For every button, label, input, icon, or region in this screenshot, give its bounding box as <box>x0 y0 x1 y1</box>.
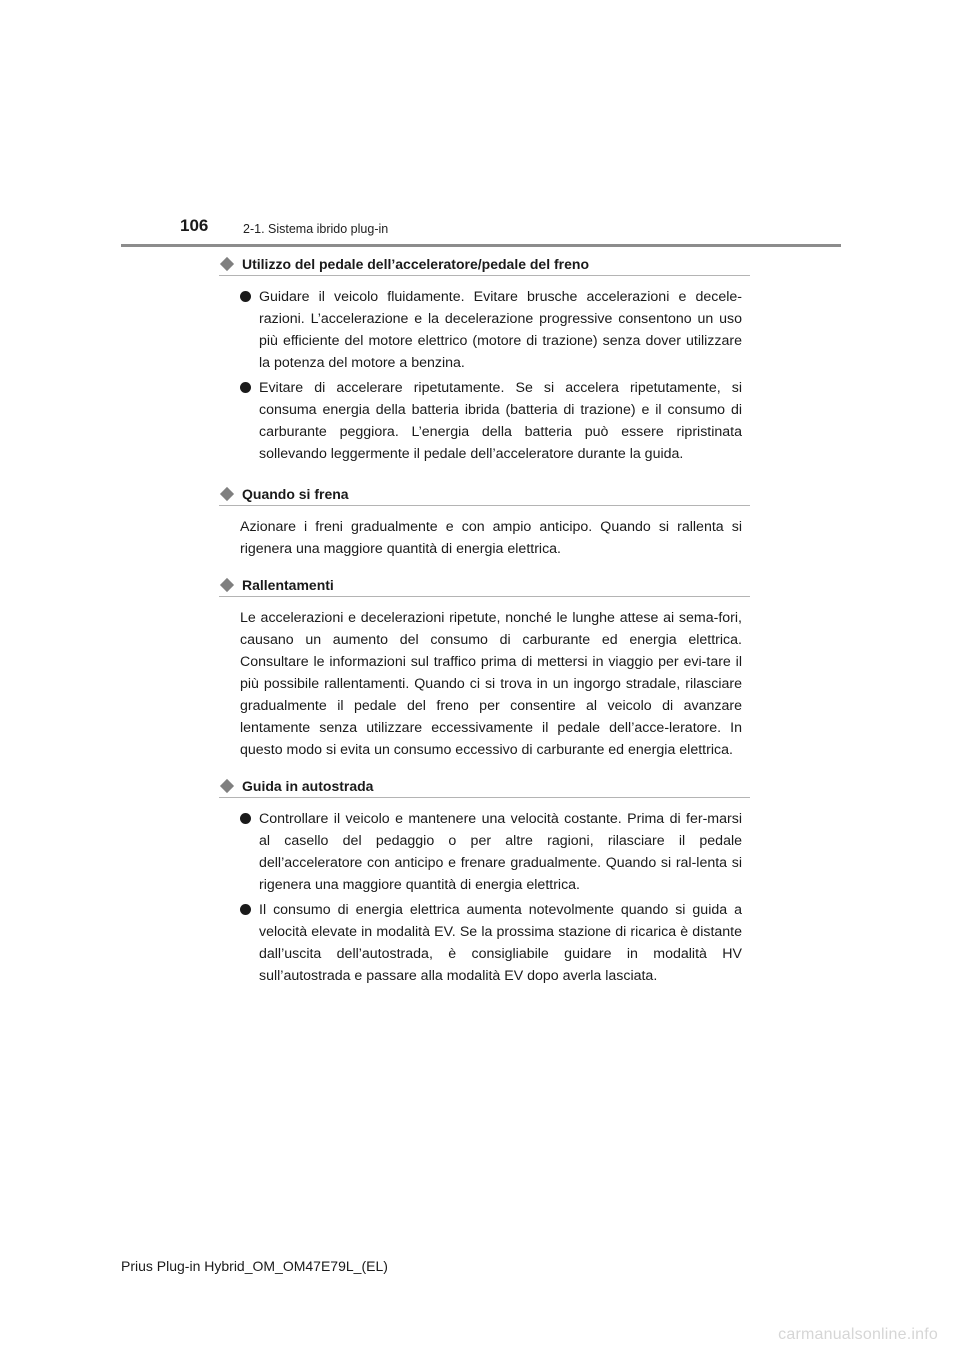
diamond-bullet-icon <box>220 779 234 793</box>
list-item <box>219 377 750 465</box>
bullet-dot-icon <box>240 382 251 393</box>
subsection-heading <box>219 776 750 798</box>
footer-document-id: Prius Plug-in Hybrid_OM_OM47E79L_(EL) <box>121 1258 388 1274</box>
list-item <box>219 808 750 896</box>
subsection-slowdowns <box>219 575 750 761</box>
paragraph: Le accelerazioni e decelerazioni ripetute, nonché le lunghe attese ai sema-fori, causano un aumento del consumo di carburante ed energia elettrica. Consultare le informazioni sul traffico prima di mettersi in viaggio per evi-tare il più possibile rallentamenti. Quando ci si trova in un ingorgo stradale, rilasciare gradualmente il pedale del freno per consentire al veicolo di avanzare lentamente senza utilizzare eccessivamente il pedale dell’acce-leratore. In questo modo si evita un consumo eccessivo di carburante ed energia elettrica. <box>240 610 742 758</box>
list-item-text: Controllare il veicolo e mantenere una velocità costante. Prima di fer-marsi al casello del pedaggio o per altre ragioni, rilasciare il pedale dell’acceleratore con anticipo e frenare gradualmente. Quando si ral-lenta si rigenera una maggiore quantità di energia elettrica. <box>259 811 742 893</box>
subsection-heading <box>219 254 750 276</box>
list-item-text: Il consumo di energia elettrica aumenta notevolmente quando si guida a velocità elevate in modalità EV. Se la prossima stazione di ricarica è distante dall’uscita dell’autostrada, è consigliabile guidare in modalità HV sull’autostrada e passare alla modalità EV dopo averla lasciata. <box>259 902 742 984</box>
page-number: 106 <box>180 216 209 235</box>
watermark: carmanualsonline.info <box>778 1326 938 1343</box>
subsection-title: Quando si frena <box>242 486 349 502</box>
list-item-text: Evitare di accelerare ripetutamente. Se si accelera ripetutamente, si consuma energia della batteria ibrida (batteria di trazione) e il consumo di carburante peggiora. L’energia della batteria può essere ripristinata sollevando leggermente il pedale dell’acceleratore durante la guida. <box>259 380 742 462</box>
subsection-highway <box>219 776 750 987</box>
diamond-bullet-icon <box>220 257 234 271</box>
subsection-braking <box>219 484 750 560</box>
section-label: 2-1. Sistema ibrido plug-in <box>243 222 389 236</box>
subsection-heading <box>219 575 750 597</box>
bullet-dot-icon <box>240 291 251 302</box>
subsection-title: Utilizzo del pedale dell’acceleratore/pedale del freno <box>242 256 589 272</box>
list-item <box>219 899 750 987</box>
subsection-title: Guida in autostrada <box>242 778 374 794</box>
bullet-dot-icon <box>240 813 251 824</box>
list-item-text: Guidare il veicolo fluidamente. Evitare brusche accelerazioni e decele-razioni. L’accelerazione e la decelerazione progressive consentono un uso più efficiente del motore elettrico (motore di trazione) senza dover utilizzare la potenza del motore a benzina. <box>259 289 742 371</box>
header-divider <box>121 244 841 247</box>
list-item <box>219 286 750 374</box>
bullet-dot-icon <box>240 904 251 915</box>
diamond-bullet-icon <box>220 487 234 501</box>
subsection-heading <box>219 484 750 506</box>
page-content <box>219 254 750 990</box>
subsection-title: Rallentamenti <box>242 577 334 593</box>
bullet-list <box>219 286 750 465</box>
diamond-bullet-icon <box>220 578 234 592</box>
subsection-pedal-use <box>219 254 750 465</box>
paragraph: Azionare i freni gradualmente e con ampio anticipo. Quando si rallenta si rigenera una maggiore quantità di energia elettrica. <box>240 519 742 557</box>
bullet-list <box>219 808 750 987</box>
